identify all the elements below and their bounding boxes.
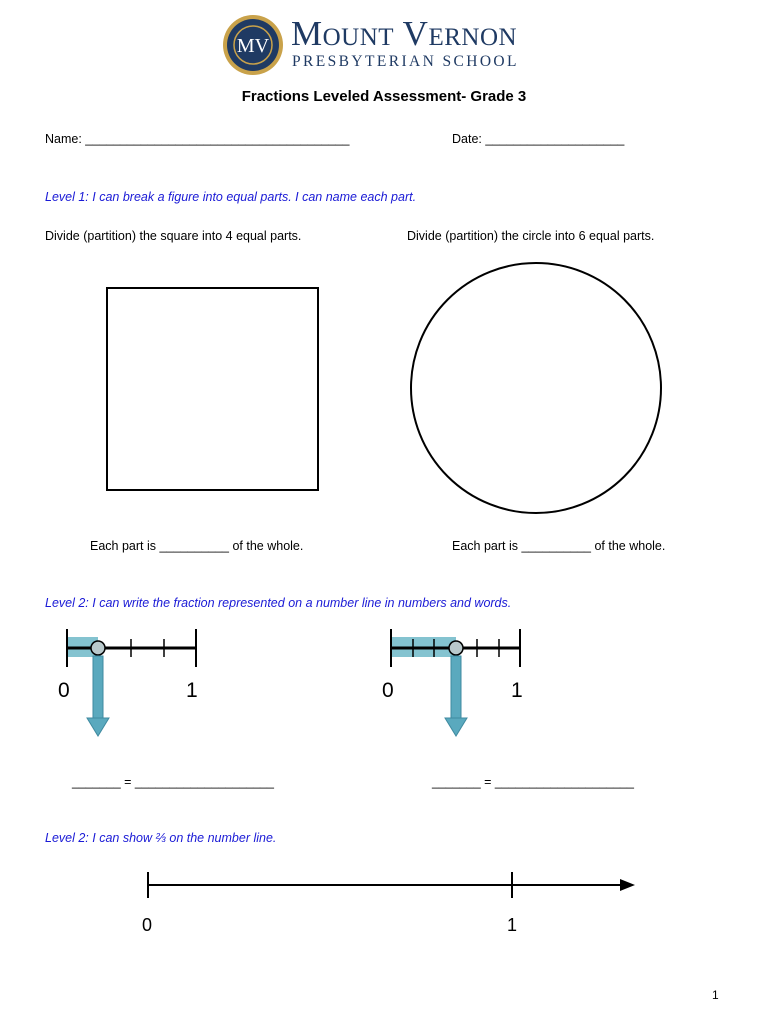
circle-instruction: Divide (partition) the circle into 6 equal parts. (407, 229, 655, 243)
numberline-left-zero: 0 (58, 679, 70, 702)
circle-answer-line: Each part is __________ of the whole. (452, 539, 666, 553)
blank-numberline-zero: 0 (142, 915, 153, 935)
square-instruction: Divide (partition) the square into 4 equal parts. (45, 229, 302, 243)
blank-numberline-one: 1 (507, 915, 518, 935)
school-subtitle: PRESBYTERIAN SCHOOL (292, 53, 519, 70)
page-title: Fractions Leveled Assessment- Grade 3 (241, 88, 527, 105)
level2-show-fraction-heading: Level 2: I can show ⅔ on the number line. (45, 831, 277, 845)
numberline-left-answer-line: _______ = ____________________ (72, 775, 274, 789)
numberline-right-zero: 0 (382, 679, 394, 702)
page-number: 1 (712, 988, 719, 1002)
date-field: Date: ____________________ (452, 132, 625, 146)
name-field: Name: ______________________________________ (45, 132, 350, 146)
square-answer-line: Each part is __________ of the whole. (90, 539, 304, 553)
numberline-right-one: 1 (511, 679, 523, 702)
numberline-right-answer-line: _______ = ____________________ (432, 775, 634, 789)
numberline-left-one: 1 (186, 679, 198, 702)
seal-monogram: MV (236, 35, 270, 57)
blank-numberline-arrowhead (620, 879, 635, 891)
level1-heading: Level 1: I can break a figure into equal parts. I can name each part. (45, 190, 417, 204)
school-name: Mount Vernon (291, 14, 518, 53)
level2-numberline-heading: Level 2: I can write the fraction represented on a number line in numbers and words. (45, 596, 512, 610)
